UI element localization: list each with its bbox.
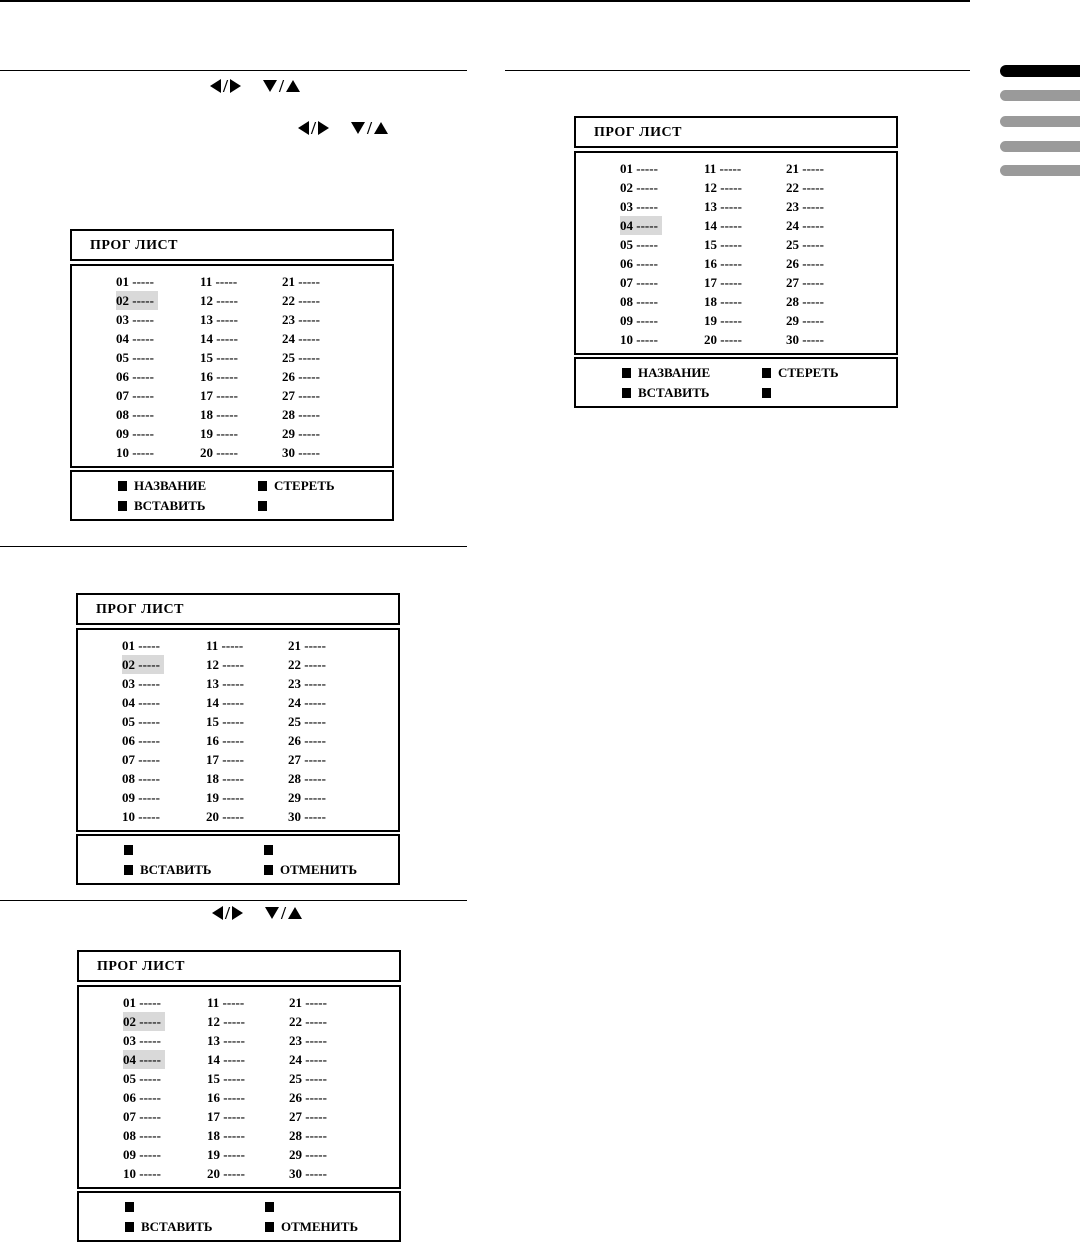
program-slot[interactable]: 21 ----- [288,638,326,653]
menu-footer [77,1191,401,1242]
program-slot[interactable]: 22 ----- [786,180,824,195]
program-slot[interactable]: 27 ----- [288,752,326,767]
program-slot[interactable]: 07 ----- [116,388,154,403]
arrow-keys [298,118,388,138]
black-square-icon [118,481,127,491]
menu-footer [70,470,394,521]
black-square-icon [258,481,267,491]
program-slot[interactable]: 12 ----- [207,1014,245,1029]
black-square-icon [258,501,267,511]
language-tab [1000,90,1080,101]
program-slot[interactable]: 30 ----- [289,1166,327,1181]
arrow-keys [210,76,300,96]
program-slot[interactable]: 21 ----- [282,274,320,289]
left-right-arrow-icon: / [212,906,243,920]
program-slot[interactable]: 15 ----- [200,350,238,365]
program-slot[interactable]: 30 ----- [288,809,326,824]
down-up-arrow-icon: / [265,906,302,920]
program-slot[interactable]: 18 ----- [200,407,238,422]
program-grid [77,985,401,1189]
program-slot[interactable]: 07 ----- [620,275,658,290]
program-slot[interactable]: 07 ----- [122,752,160,767]
program-slot[interactable]: 04 ----- [116,331,154,346]
program-slot[interactable]: 02 ----- [620,180,658,195]
program-slot[interactable]: 11 ----- [206,638,244,653]
menu-title-text: ПРОГ ЛИСТ [594,125,682,140]
black-square-icon [622,368,631,378]
program-slot[interactable]: 11 ----- [704,161,742,176]
program-slot[interactable]: 13 ----- [200,312,238,327]
footer-option[interactable] [124,841,140,859]
program-slot[interactable]: 03 ----- [116,312,154,327]
program-slot[interactable]: 13 ----- [206,676,244,691]
program-slot[interactable]: 01 ----- [122,638,160,653]
program-slot[interactable]: 06 ----- [123,1090,161,1105]
footer-option[interactable] [622,384,710,402]
language-tab [1000,165,1080,176]
footer-option-label: ОТМЕНИТЬ [281,1219,359,1234]
program-slot[interactable]: 02 ----- [122,655,164,674]
black-square-icon [125,1202,134,1212]
language-tab [1000,141,1080,152]
program-slot[interactable]: 17 ----- [704,275,742,290]
program-slot[interactable]: 14 ----- [704,218,742,233]
black-square-icon [762,368,771,378]
menu-title-text: ПРОГ ЛИСТ [96,602,184,617]
black-square-icon [124,845,133,855]
arrow-keys [212,903,302,923]
program-slot[interactable]: 17 ----- [207,1109,245,1124]
program-slot[interactable]: 16 ----- [200,369,238,384]
program-slot[interactable]: 10 ----- [123,1166,161,1181]
program-slot[interactable]: 17 ----- [200,388,238,403]
program-slot[interactable]: 11 ----- [207,995,245,1010]
black-square-icon [265,1202,274,1212]
footer-option[interactable] [762,384,778,402]
footer-option-label: НАЗВАНИЕ [134,478,207,493]
footer-option[interactable] [264,841,280,859]
program-slot[interactable]: 23 ----- [288,676,326,691]
program-slot[interactable]: 27 ----- [282,388,320,403]
footer-option-label: ВСТАВИТЬ [638,385,710,400]
footer-option[interactable] [258,497,274,515]
program-grid [76,628,400,832]
program-slot[interactable]: 11 ----- [200,274,238,289]
program-slot[interactable]: 27 ----- [786,275,824,290]
program-slot[interactable]: 06 ----- [116,369,154,384]
footer-option[interactable] [118,497,206,515]
footer-option-label: ВСТАВИТЬ [134,498,206,513]
program-slot[interactable]: 20 ----- [207,1166,245,1181]
footer-option[interactable] [762,364,839,382]
program-slot[interactable]: 28 ----- [289,1128,327,1143]
program-slot[interactable]: 18 ----- [207,1128,245,1143]
language-tab-active [1000,65,1080,77]
program-slot[interactable]: 08 ----- [123,1128,161,1143]
black-square-icon [264,845,273,855]
program-slot[interactable]: 18 ----- [704,294,742,309]
black-square-icon [265,1222,274,1232]
black-square-icon [125,1222,134,1232]
program-slot[interactable]: 12 ----- [206,657,244,672]
top-rule [0,0,970,2]
program-slot[interactable]: 18 ----- [206,771,244,786]
program-slot[interactable]: 08 ----- [620,294,658,309]
footer-option[interactable] [118,477,206,495]
footer-option-label: ОТМЕНИТЬ [280,862,358,877]
program-slot[interactable]: 26 ----- [282,369,320,384]
program-slot[interactable]: 09 ----- [122,790,160,805]
program-slot[interactable]: 29 ----- [289,1147,327,1162]
program-slot[interactable]: 22 ----- [282,293,320,308]
section-rule [0,70,467,71]
section-rule [0,546,467,547]
program-slot[interactable]: 08 ----- [122,771,160,786]
program-slot[interactable]: 05 ----- [122,714,160,729]
program-slot[interactable]: 29 ----- [282,426,320,441]
program-slot[interactable]: 24 ----- [282,331,320,346]
menu-title [70,229,394,261]
black-square-icon [622,388,631,398]
program-slot[interactable]: 23 ----- [282,312,320,327]
program-slot[interactable]: 04 ----- [123,1050,165,1069]
footer-option[interactable] [258,477,335,495]
footer-option-label: СТЕРЕТЬ [274,478,335,493]
section-rule [0,900,467,901]
program-slot[interactable]: 24 ----- [786,218,824,233]
program-slot[interactable]: 07 ----- [123,1109,161,1124]
footer-option-label: ВСТАВИТЬ [140,862,212,877]
program-slot[interactable]: 23 ----- [289,1033,327,1048]
program-slot[interactable]: 03 ----- [123,1033,161,1048]
menu-footer [574,357,898,408]
footer-option[interactable] [622,364,710,382]
program-slot[interactable]: 10 ----- [122,809,160,824]
program-slot[interactable]: 16 ----- [206,733,244,748]
left-right-arrow-icon: / [298,121,329,135]
program-slot[interactable]: 10 ----- [620,332,658,347]
program-slot[interactable]: 19 ----- [206,790,244,805]
program-slot[interactable]: 01 ----- [116,274,154,289]
footer-option[interactable] [265,1198,281,1216]
footer-option-label: НАЗВАНИЕ [638,365,711,380]
black-square-icon [264,865,273,875]
footer-option[interactable] [265,1218,358,1236]
program-slot[interactable]: 09 ----- [620,313,658,328]
program-slot[interactable]: 13 ----- [207,1033,245,1048]
program-slot[interactable]: 28 ----- [288,771,326,786]
program-slot[interactable]: 12 ----- [704,180,742,195]
program-slot[interactable]: 16 ----- [704,256,742,271]
down-up-arrow-icon: / [263,79,300,93]
menu-title [77,950,401,982]
program-slot[interactable]: 29 ----- [786,313,824,328]
program-slot[interactable]: 03 ----- [620,199,658,214]
menu-title-text: ПРОГ ЛИСТ [90,238,178,253]
program-slot[interactable]: 22 ----- [288,657,326,672]
program-slot[interactable]: 14 ----- [200,331,238,346]
program-slot[interactable]: 29 ----- [288,790,326,805]
program-slot[interactable]: 19 ----- [207,1147,245,1162]
program-slot[interactable]: 20 ----- [704,332,742,347]
program-slot[interactable]: 24 ----- [288,695,326,710]
program-slot[interactable]: 15 ----- [704,237,742,252]
program-grid [70,264,394,468]
program-slot[interactable]: 02 ----- [123,1012,165,1031]
program-slot[interactable]: 28 ----- [786,294,824,309]
program-slot[interactable]: 06 ----- [620,256,658,271]
down-up-arrow-icon: / [351,121,388,135]
left-right-arrow-icon: / [210,79,241,93]
language-tab [1000,116,1080,127]
program-slot[interactable]: 28 ----- [282,407,320,422]
program-slot[interactable]: 24 ----- [289,1052,327,1067]
black-square-icon [124,865,133,875]
program-slot[interactable]: 13 ----- [704,199,742,214]
program-slot[interactable]: 01 ----- [123,995,161,1010]
program-slot[interactable]: 15 ----- [206,714,244,729]
black-square-icon [762,388,771,398]
program-slot[interactable]: 20 ----- [200,445,238,460]
footer-option-label: СТЕРЕТЬ [778,365,839,380]
program-slot[interactable]: 09 ----- [123,1147,161,1162]
program-slot[interactable]: 17 ----- [206,752,244,767]
program-slot[interactable]: 03 ----- [122,676,160,691]
program-slot[interactable]: 09 ----- [116,426,154,441]
program-slot[interactable]: 05 ----- [123,1071,161,1086]
program-slot[interactable]: 30 ----- [786,332,824,347]
menu-title [76,593,400,625]
menu-title-text: ПРОГ ЛИСТ [97,959,185,974]
program-slot[interactable]: 26 ----- [289,1090,327,1105]
program-slot[interactable]: 25 ----- [786,237,824,252]
program-slot[interactable]: 19 ----- [200,426,238,441]
program-slot[interactable]: 26 ----- [786,256,824,271]
program-slot[interactable]: 14 ----- [207,1052,245,1067]
program-slot[interactable]: 14 ----- [206,695,244,710]
program-slot[interactable]: 15 ----- [207,1071,245,1086]
program-slot[interactable]: 05 ----- [620,237,658,252]
menu-title [574,116,898,148]
program-slot[interactable]: 06 ----- [122,733,160,748]
program-slot[interactable]: 05 ----- [116,350,154,365]
program-slot[interactable]: 04 ----- [122,695,160,710]
footer-option-label: ВСТАВИТЬ [141,1219,213,1234]
program-slot[interactable]: 02 ----- [116,291,158,310]
program-slot[interactable]: 08 ----- [116,407,154,422]
program-slot[interactable]: 26 ----- [288,733,326,748]
footer-option[interactable] [264,861,357,879]
program-slot[interactable]: 16 ----- [207,1090,245,1105]
program-slot[interactable]: 25 ----- [288,714,326,729]
program-slot[interactable]: 20 ----- [206,809,244,824]
program-slot[interactable]: 30 ----- [282,445,320,460]
section-rule [505,70,970,71]
program-slot[interactable]: 27 ----- [289,1109,327,1124]
program-slot[interactable]: 21 ----- [289,995,327,1010]
program-slot[interactable]: 23 ----- [786,199,824,214]
footer-option[interactable] [124,861,212,879]
menu-footer [76,834,400,885]
program-slot[interactable]: 25 ----- [289,1071,327,1086]
program-slot[interactable]: 22 ----- [289,1014,327,1029]
program-grid [574,151,898,355]
program-slot[interactable]: 19 ----- [704,313,742,328]
footer-option[interactable] [125,1198,141,1216]
program-slot[interactable]: 10 ----- [116,445,154,460]
program-slot[interactable]: 25 ----- [282,350,320,365]
program-slot[interactable]: 12 ----- [200,293,238,308]
program-slot[interactable]: 21 ----- [786,161,824,176]
program-slot[interactable]: 01 ----- [620,161,658,176]
program-slot[interactable]: 04 ----- [620,216,662,235]
footer-option[interactable] [125,1218,213,1236]
black-square-icon [118,501,127,511]
